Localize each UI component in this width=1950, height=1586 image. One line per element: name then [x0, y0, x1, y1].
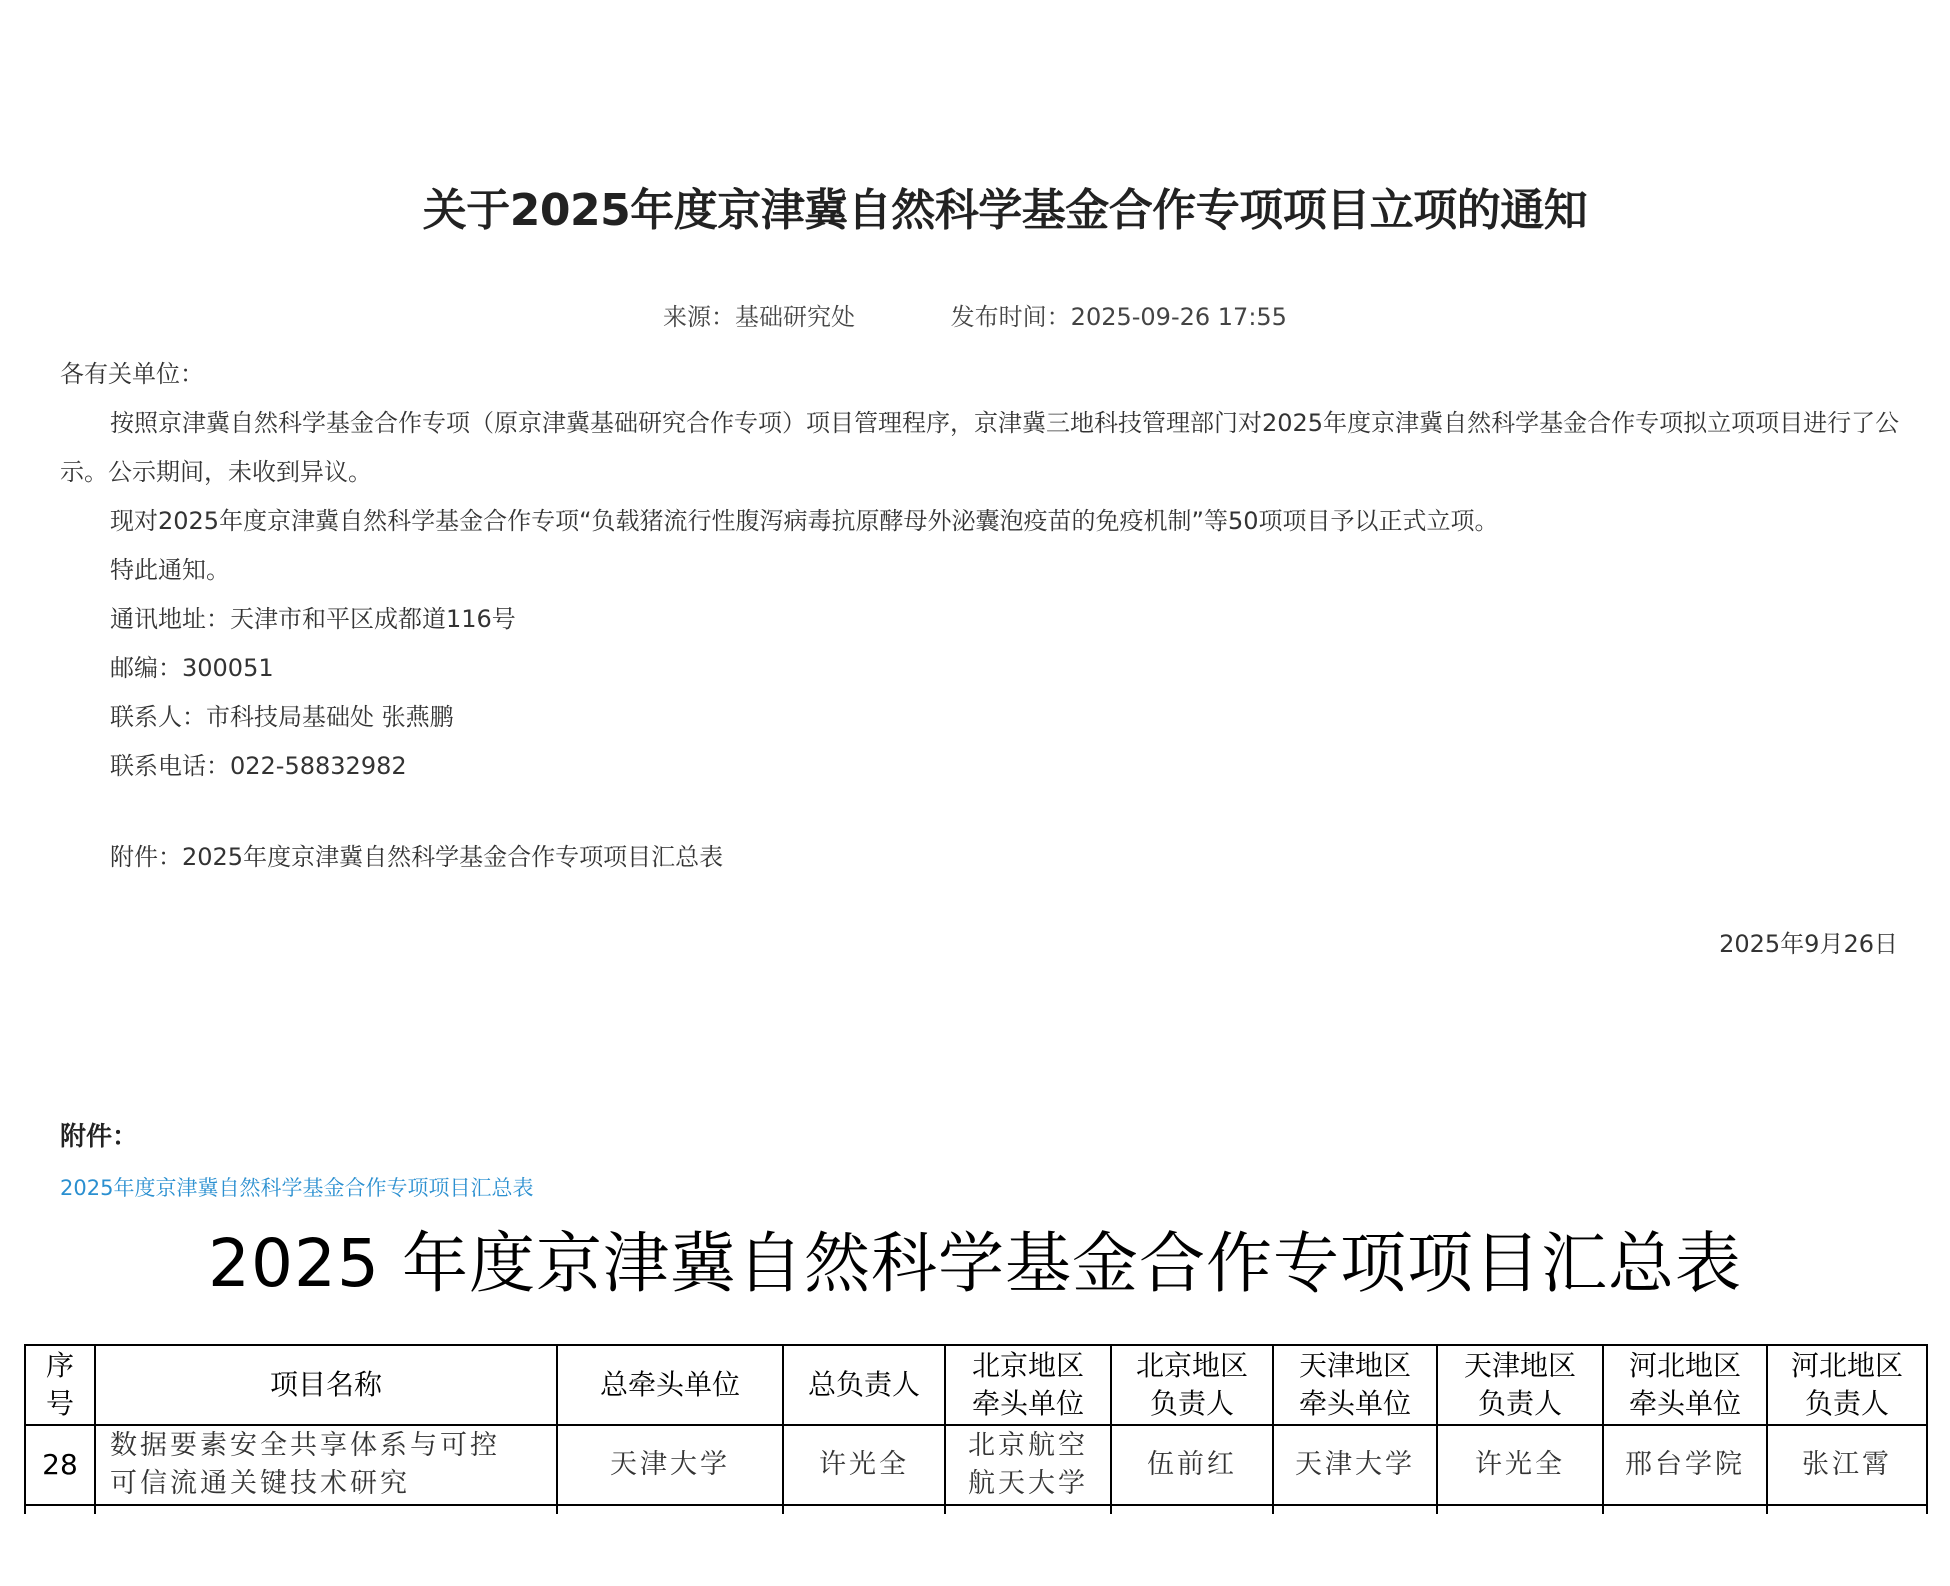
cut-cell	[557, 1505, 783, 1514]
cell-lead-unit: 天津大学	[557, 1425, 783, 1505]
header-seq: 序 号	[25, 1345, 95, 1425]
table-title: 2025 年度京津冀自然科学基金合作专项项目汇总表	[208, 1225, 1742, 1302]
greeting: 各有关单位：	[60, 360, 204, 388]
contact-person: 联系人：市科技局基础处 张燕鹏	[110, 703, 454, 731]
cell-project-name: 数据要素安全共享体系与可控 可信流通关键技术研究	[95, 1425, 557, 1505]
cell-seq: 28	[25, 1425, 95, 1505]
header-hebei-person: 河北地区 负责人	[1767, 1345, 1927, 1425]
header-lead-unit: 总牵头单位	[557, 1345, 783, 1425]
cut-cell	[1273, 1505, 1437, 1514]
paragraph-procedure: 按照京津冀自然科学基金合作专项（原京津冀基础研究合作专项）项目管理程序，京津冀三地科技管理部门对2025年度京津冀自然科学基金合作专项拟立项项目进行了公示。公示期间，未收到异议。	[60, 409, 1900, 486]
notice-meta	[0, 297, 1950, 332]
cut-cell	[1767, 1505, 1927, 1514]
spacer	[60, 791, 1900, 833]
header-project-name: 项目名称	[95, 1345, 557, 1425]
attachment-line: 附件：2025年度京津冀自然科学基金合作专项项目汇总表	[110, 843, 724, 871]
cut-cell	[1603, 1505, 1767, 1514]
paragraph-approval: 现对2025年度京津冀自然科学基金合作专项“负载猪流行性腹泻病毒抗原酵母外泌囊泡疫苗的免疫机制”等50项项目予以正式立项。	[110, 507, 1499, 535]
table-row	[25, 1425, 1927, 1505]
cut-cell	[783, 1505, 945, 1514]
cut-cell	[945, 1505, 1111, 1514]
table-header-row	[25, 1345, 1927, 1425]
contact-postcode: 邮编：300051	[110, 654, 274, 682]
header-beijing-person: 北京地区 负责人	[1111, 1345, 1273, 1425]
header-beijing-unit: 北京地区 牵头单位	[945, 1345, 1111, 1425]
source-label: 来源：基础研究处	[663, 303, 856, 331]
cut-cell	[1111, 1505, 1273, 1514]
notice-body	[60, 350, 1900, 882]
cut-cell	[25, 1505, 95, 1514]
attachment-heading: 附件：	[60, 1122, 139, 1152]
contact-address: 通讯地址：天津市和平区成都道116号	[110, 605, 516, 633]
header-lead-person: 总负责人	[783, 1345, 945, 1425]
notice-title: 关于2025年度京津冀自然科学基金合作专项项目立项的通知	[422, 185, 1588, 236]
cell-tianjin-person: 许光全	[1437, 1425, 1603, 1505]
publish-time: 发布时间：2025-09-26 17:55	[950, 303, 1287, 331]
cell-beijing-person: 伍前红	[1111, 1425, 1273, 1505]
notice-date: 2025年9月26日	[1719, 930, 1898, 958]
cell-beijing-unit: 北京航空 航天大学	[945, 1425, 1111, 1505]
cell-hebei-person: 张江霄	[1767, 1425, 1927, 1505]
cell-lead-person: 许光全	[783, 1425, 945, 1505]
cut-cell	[95, 1505, 557, 1514]
contact-phone: 联系电话：022-58832982	[110, 752, 407, 780]
header-hebei-unit: 河北地区 牵头单位	[1603, 1345, 1767, 1425]
cell-hebei-unit: 邢台学院	[1603, 1425, 1767, 1505]
cell-tianjin-unit: 天津大学	[1273, 1425, 1437, 1505]
project-summary-table	[24, 1344, 1928, 1514]
table-cut-row	[25, 1505, 1927, 1514]
cut-cell	[1437, 1505, 1603, 1514]
paragraph-closing: 特此通知。	[110, 556, 230, 584]
header-tianjin-person: 天津地区 负责人	[1437, 1345, 1603, 1425]
attachment-link[interactable]: 2025年度京津冀自然科学基金合作专项项目汇总表	[60, 1176, 534, 1200]
header-tianjin-unit: 天津地区 牵头单位	[1273, 1345, 1437, 1425]
